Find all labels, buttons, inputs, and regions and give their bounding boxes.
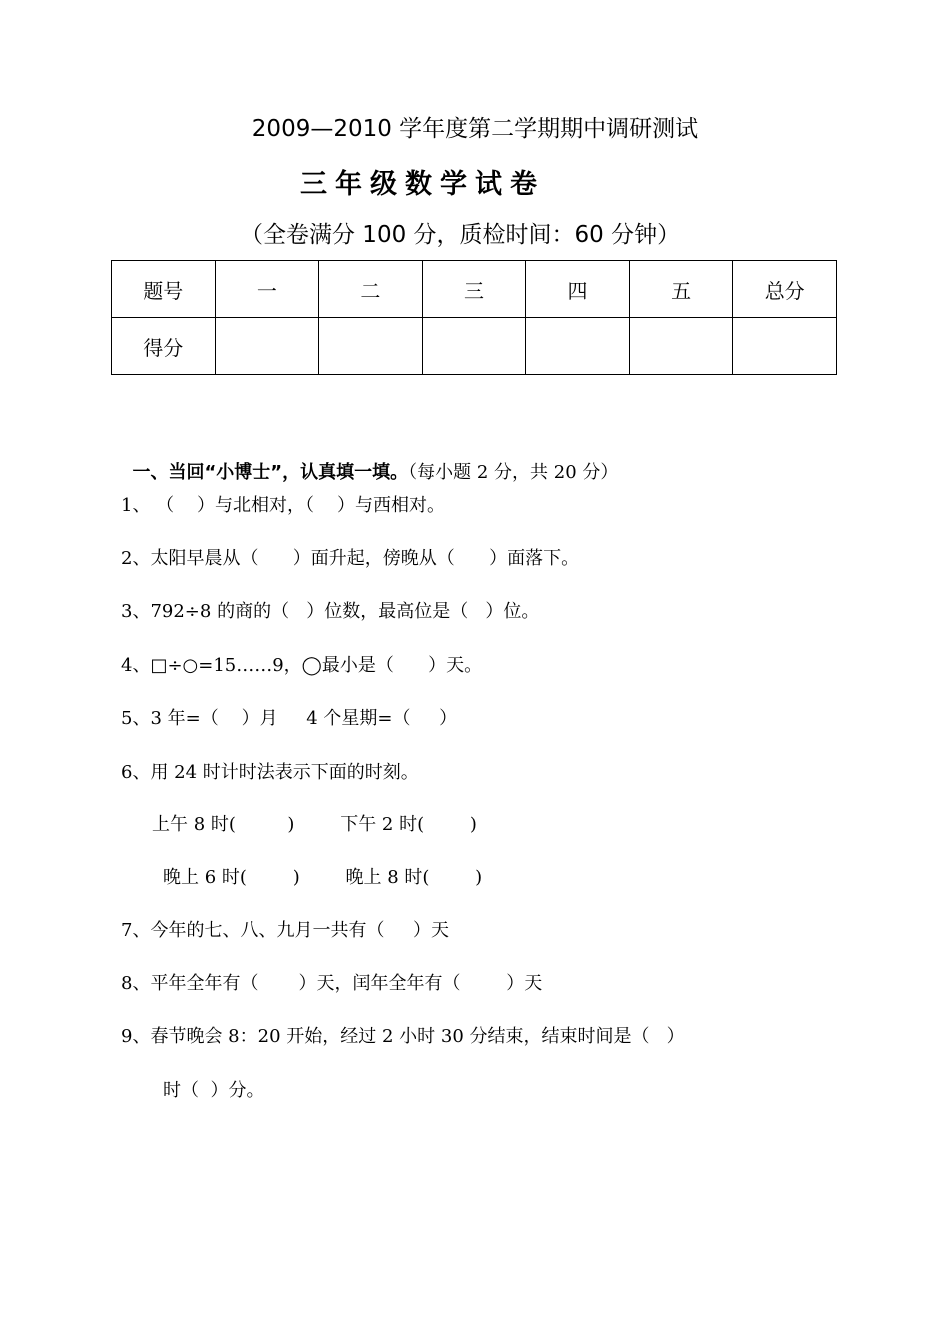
exam-title: 2009—2010 学年度第二学期期中调研测试	[251, 116, 699, 142]
score-input-cell[interactable]	[319, 318, 423, 375]
exam-subtitle: 三年级数学试卷	[300, 169, 545, 200]
section-heading-row	[121, 437, 618, 484]
score-table-score-row	[112, 318, 837, 375]
question-line: 4、□÷○=15……9，◯最小是（ ）天。	[121, 655, 483, 676]
question-subline: 上午 8 时( ) 下午 2 时( )	[152, 814, 477, 835]
score-input-cell[interactable]	[629, 318, 733, 375]
score-table-cell: 总分	[733, 261, 837, 318]
score-input-cell[interactable]	[215, 318, 319, 375]
question-line: 7、今年的七、八、九月一共有（ ）天	[121, 920, 450, 941]
question-line: 9、春节晚会 8：20 开始，经过 2 小时 30 分结束，结束时间是（ ）	[121, 1026, 685, 1047]
question-subline: 时（ ）分。	[163, 1080, 265, 1101]
section-note: （每小题 2 分，共 20 分）	[408, 462, 619, 483]
score-table	[111, 260, 837, 375]
score-table-cell: 二	[319, 261, 423, 318]
score-table-cell: 得分	[112, 318, 216, 375]
score-table-header-row	[112, 261, 837, 318]
question-line: 6、用 24 时计时法表示下面的时刻。	[121, 762, 419, 783]
section-heading: 一、当回“小博士”，认真填一填。	[132, 462, 409, 483]
score-table-cell: 题号	[112, 261, 216, 318]
score-table-cell: 四	[526, 261, 630, 318]
question-line: 3、792÷8 的商的（ ）位数，最高位是（ ）位。	[121, 601, 540, 622]
question-line: 8、平年全年有（ ）天，闰年全年有（ ）天	[121, 973, 543, 994]
score-input-cell[interactable]	[526, 318, 630, 375]
question-line: 5、3 年=（ ）月 4 个星期=（ ）	[121, 708, 458, 729]
score-input-cell[interactable]	[733, 318, 837, 375]
question-line: 1、 （ ）与北相对，（ ）与西相对。	[121, 495, 445, 516]
question-subline: 晚上 6 时( ) 晚上 8 时( )	[163, 867, 483, 888]
score-table-cell: 三	[422, 261, 526, 318]
score-table-cell: 一	[215, 261, 319, 318]
score-input-cell[interactable]	[422, 318, 526, 375]
score-table-cell: 五	[629, 261, 733, 318]
question-line: 2、太阳早晨从（ ）面升起，傍晚从（ ）面落下。	[121, 548, 580, 569]
exam-note: （全卷满分 100 分，质检时间：60 分钟）	[240, 222, 681, 248]
